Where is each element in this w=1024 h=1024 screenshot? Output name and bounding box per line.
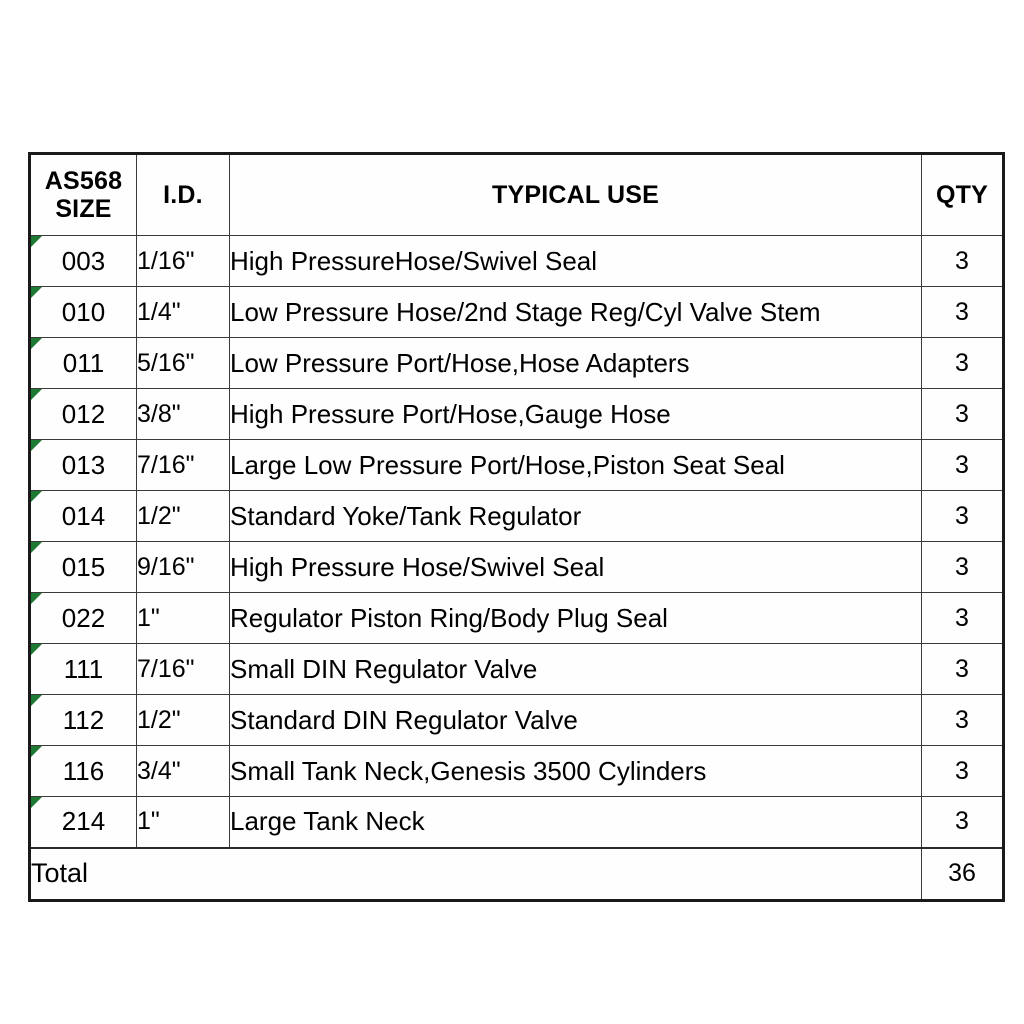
cell-id-value: 1/4" — [137, 287, 230, 338]
cell-id-value: 7/16" — [137, 644, 230, 695]
cell-qty-value: 3 — [922, 236, 1004, 287]
table-body — [30, 236, 1004, 848]
cell-as568-size-value: 111 — [63, 653, 104, 684]
comment-indicator-icon — [31, 491, 42, 502]
table-row — [30, 287, 1004, 338]
table-row — [30, 338, 1004, 389]
cell-typical-use-value: Small DIN Regulator Valve — [230, 644, 922, 695]
column-header-typical-use: TYPICAL USE — [230, 154, 922, 236]
cell-qty-value: 3 — [922, 593, 1004, 644]
cell-id-value: 1/2" — [137, 695, 230, 746]
table-footer — [30, 848, 1004, 901]
cell-as568-size-value: 214 — [61, 806, 106, 837]
cell-qty-value: 3 — [922, 491, 1004, 542]
cell-as568-size-value: 013 — [61, 449, 106, 480]
column-header-qty: QTY — [922, 154, 1004, 236]
table-header — [30, 154, 1004, 236]
cell-as568-size — [30, 593, 137, 644]
table-row — [30, 593, 1004, 644]
oring-size-table-container — [28, 152, 1002, 902]
cell-as568-size-value: 116 — [62, 755, 105, 786]
cell-as568-size — [30, 389, 137, 440]
cell-qty-value: 3 — [922, 287, 1004, 338]
comment-indicator-icon — [31, 746, 42, 757]
table-row — [30, 491, 1004, 542]
table-row — [30, 542, 1004, 593]
cell-qty-value: 3 — [922, 695, 1004, 746]
column-header-id: I.D. — [137, 154, 230, 236]
cell-typical-use-value: High Pressure Hose/Swivel Seal — [230, 542, 922, 593]
cell-as568-size-value: 112 — [62, 704, 105, 735]
header-row — [30, 154, 1004, 236]
comment-indicator-icon — [31, 440, 42, 451]
cell-id-value: 3/4" — [137, 746, 230, 797]
cell-as568-size-value: 011 — [62, 347, 105, 378]
column-header-as568-size-line1: AS568 — [44, 167, 123, 195]
cell-typical-use-value: Low Pressure Port/Hose,Hose Adapters — [230, 338, 922, 389]
comment-indicator-icon — [31, 236, 42, 247]
cell-as568-size — [30, 644, 137, 695]
cell-qty-value: 3 — [922, 542, 1004, 593]
cell-as568-size — [30, 542, 137, 593]
cell-qty-value: 3 — [922, 338, 1004, 389]
cell-as568-size — [30, 797, 137, 848]
cell-as568-size-value: 003 — [61, 245, 106, 276]
cell-as568-size — [30, 338, 137, 389]
total-label: Total — [30, 848, 922, 901]
comment-indicator-icon — [31, 797, 42, 808]
cell-as568-size — [30, 440, 137, 491]
cell-as568-size — [30, 695, 137, 746]
cell-id-value: 1" — [137, 593, 230, 644]
table-row — [30, 797, 1004, 848]
comment-indicator-icon — [31, 695, 42, 706]
cell-typical-use-value: High Pressure Port/Hose,Gauge Hose — [230, 389, 922, 440]
cell-id-value: 1" — [137, 797, 230, 848]
cell-typical-use-value: Regulator Piston Ring/Body Plug Seal — [230, 593, 922, 644]
cell-as568-size-value: 010 — [61, 296, 106, 327]
cell-typical-use-value: Standard Yoke/Tank Regulator — [230, 491, 922, 542]
total-qty-value: 36 — [922, 848, 1004, 901]
comment-indicator-icon — [31, 644, 42, 655]
cell-as568-size-value: 022 — [61, 602, 106, 633]
cell-as568-size — [30, 491, 137, 542]
table-row — [30, 236, 1004, 287]
cell-id-value: 3/8" — [137, 389, 230, 440]
cell-qty-value: 3 — [922, 746, 1004, 797]
cell-typical-use-value: High PressureHose/Swivel Seal — [230, 236, 922, 287]
comment-indicator-icon — [31, 389, 42, 400]
cell-as568-size-value: 014 — [61, 500, 106, 531]
cell-as568-size-value: 015 — [61, 551, 106, 582]
table-row — [30, 440, 1004, 491]
table-row — [30, 695, 1004, 746]
cell-as568-size — [30, 236, 137, 287]
cell-qty-value: 3 — [922, 644, 1004, 695]
cell-typical-use-value: Large Low Pressure Port/Hose,Piston Seat Seal — [230, 440, 922, 491]
cell-typical-use-value: Large Tank Neck — [230, 797, 922, 848]
oring-size-table — [28, 152, 1005, 902]
column-header-as568-size — [30, 154, 137, 236]
cell-id-value: 1/2" — [137, 491, 230, 542]
comment-indicator-icon — [31, 542, 42, 553]
comment-indicator-icon — [31, 593, 42, 604]
cell-id-value: 5/16" — [137, 338, 230, 389]
column-header-as568-size-line2: SIZE — [55, 195, 112, 223]
cell-id-value: 1/16" — [137, 236, 230, 287]
total-row — [30, 848, 1004, 901]
cell-typical-use-value: Low Pressure Hose/2nd Stage Reg/Cyl Valve Stem — [230, 287, 922, 338]
table-row — [30, 644, 1004, 695]
cell-typical-use-value: Small Tank Neck,Genesis 3500 Cylinders — [230, 746, 922, 797]
comment-indicator-icon — [31, 338, 42, 349]
table-row — [30, 389, 1004, 440]
cell-as568-size-value: 012 — [61, 398, 106, 429]
cell-qty-value: 3 — [922, 389, 1004, 440]
cell-id-value: 9/16" — [137, 542, 230, 593]
cell-as568-size — [30, 746, 137, 797]
table-row — [30, 746, 1004, 797]
comment-indicator-icon — [31, 287, 42, 298]
cell-as568-size — [30, 287, 137, 338]
cell-typical-use-value: Standard DIN Regulator Valve — [230, 695, 922, 746]
cell-id-value: 7/16" — [137, 440, 230, 491]
cell-qty-value: 3 — [922, 440, 1004, 491]
cell-qty-value: 3 — [922, 797, 1004, 848]
